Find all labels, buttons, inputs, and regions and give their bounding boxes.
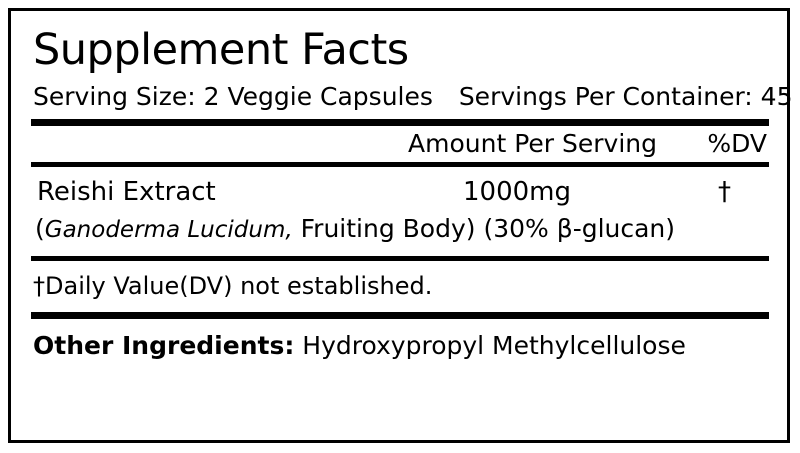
supplement-facts-panel [8,8,793,443]
other-ingredients [31,319,769,364]
page-title: Supplement Facts [33,25,409,75]
column-header-row [31,126,769,162]
column-header-dv: %DV [707,129,767,158]
divider-other [31,312,769,319]
serving-size-label: Serving Size: [33,82,196,111]
serving-info [31,77,793,119]
other-ingredients-value: Hydroxypropyl Methylcellulose [302,331,686,360]
divider-top [31,119,769,126]
ingredient-subtext-rest: Fruiting Body) (30% β-glucan) [292,214,676,243]
column-header-amount: Amount Per Serving [408,129,657,158]
ingredient-latin-name: Ganoderma Lucidum, [44,217,293,243]
ingredient-subtext-open: ( [35,214,45,243]
ingredient-name: Reishi Extract [37,177,216,207]
daily-value-footnote: †Daily Value(DV) not established. [33,272,433,300]
ingredient-dv: † [718,177,731,207]
serving-size-value: 2 Veggie Capsules [203,82,433,111]
table-row [31,173,769,211]
ingredient-amount: 1000mg [463,177,571,207]
other-ingredients-label: Other Ingredients: [33,331,295,360]
servings-per-container-label: Servings Per Container: [458,82,753,111]
servings-per-container-value: 45 [760,82,793,111]
supplement-facts-inner [31,25,793,432]
ingredient-block [31,167,769,256]
ingredient-subtext [31,211,769,248]
